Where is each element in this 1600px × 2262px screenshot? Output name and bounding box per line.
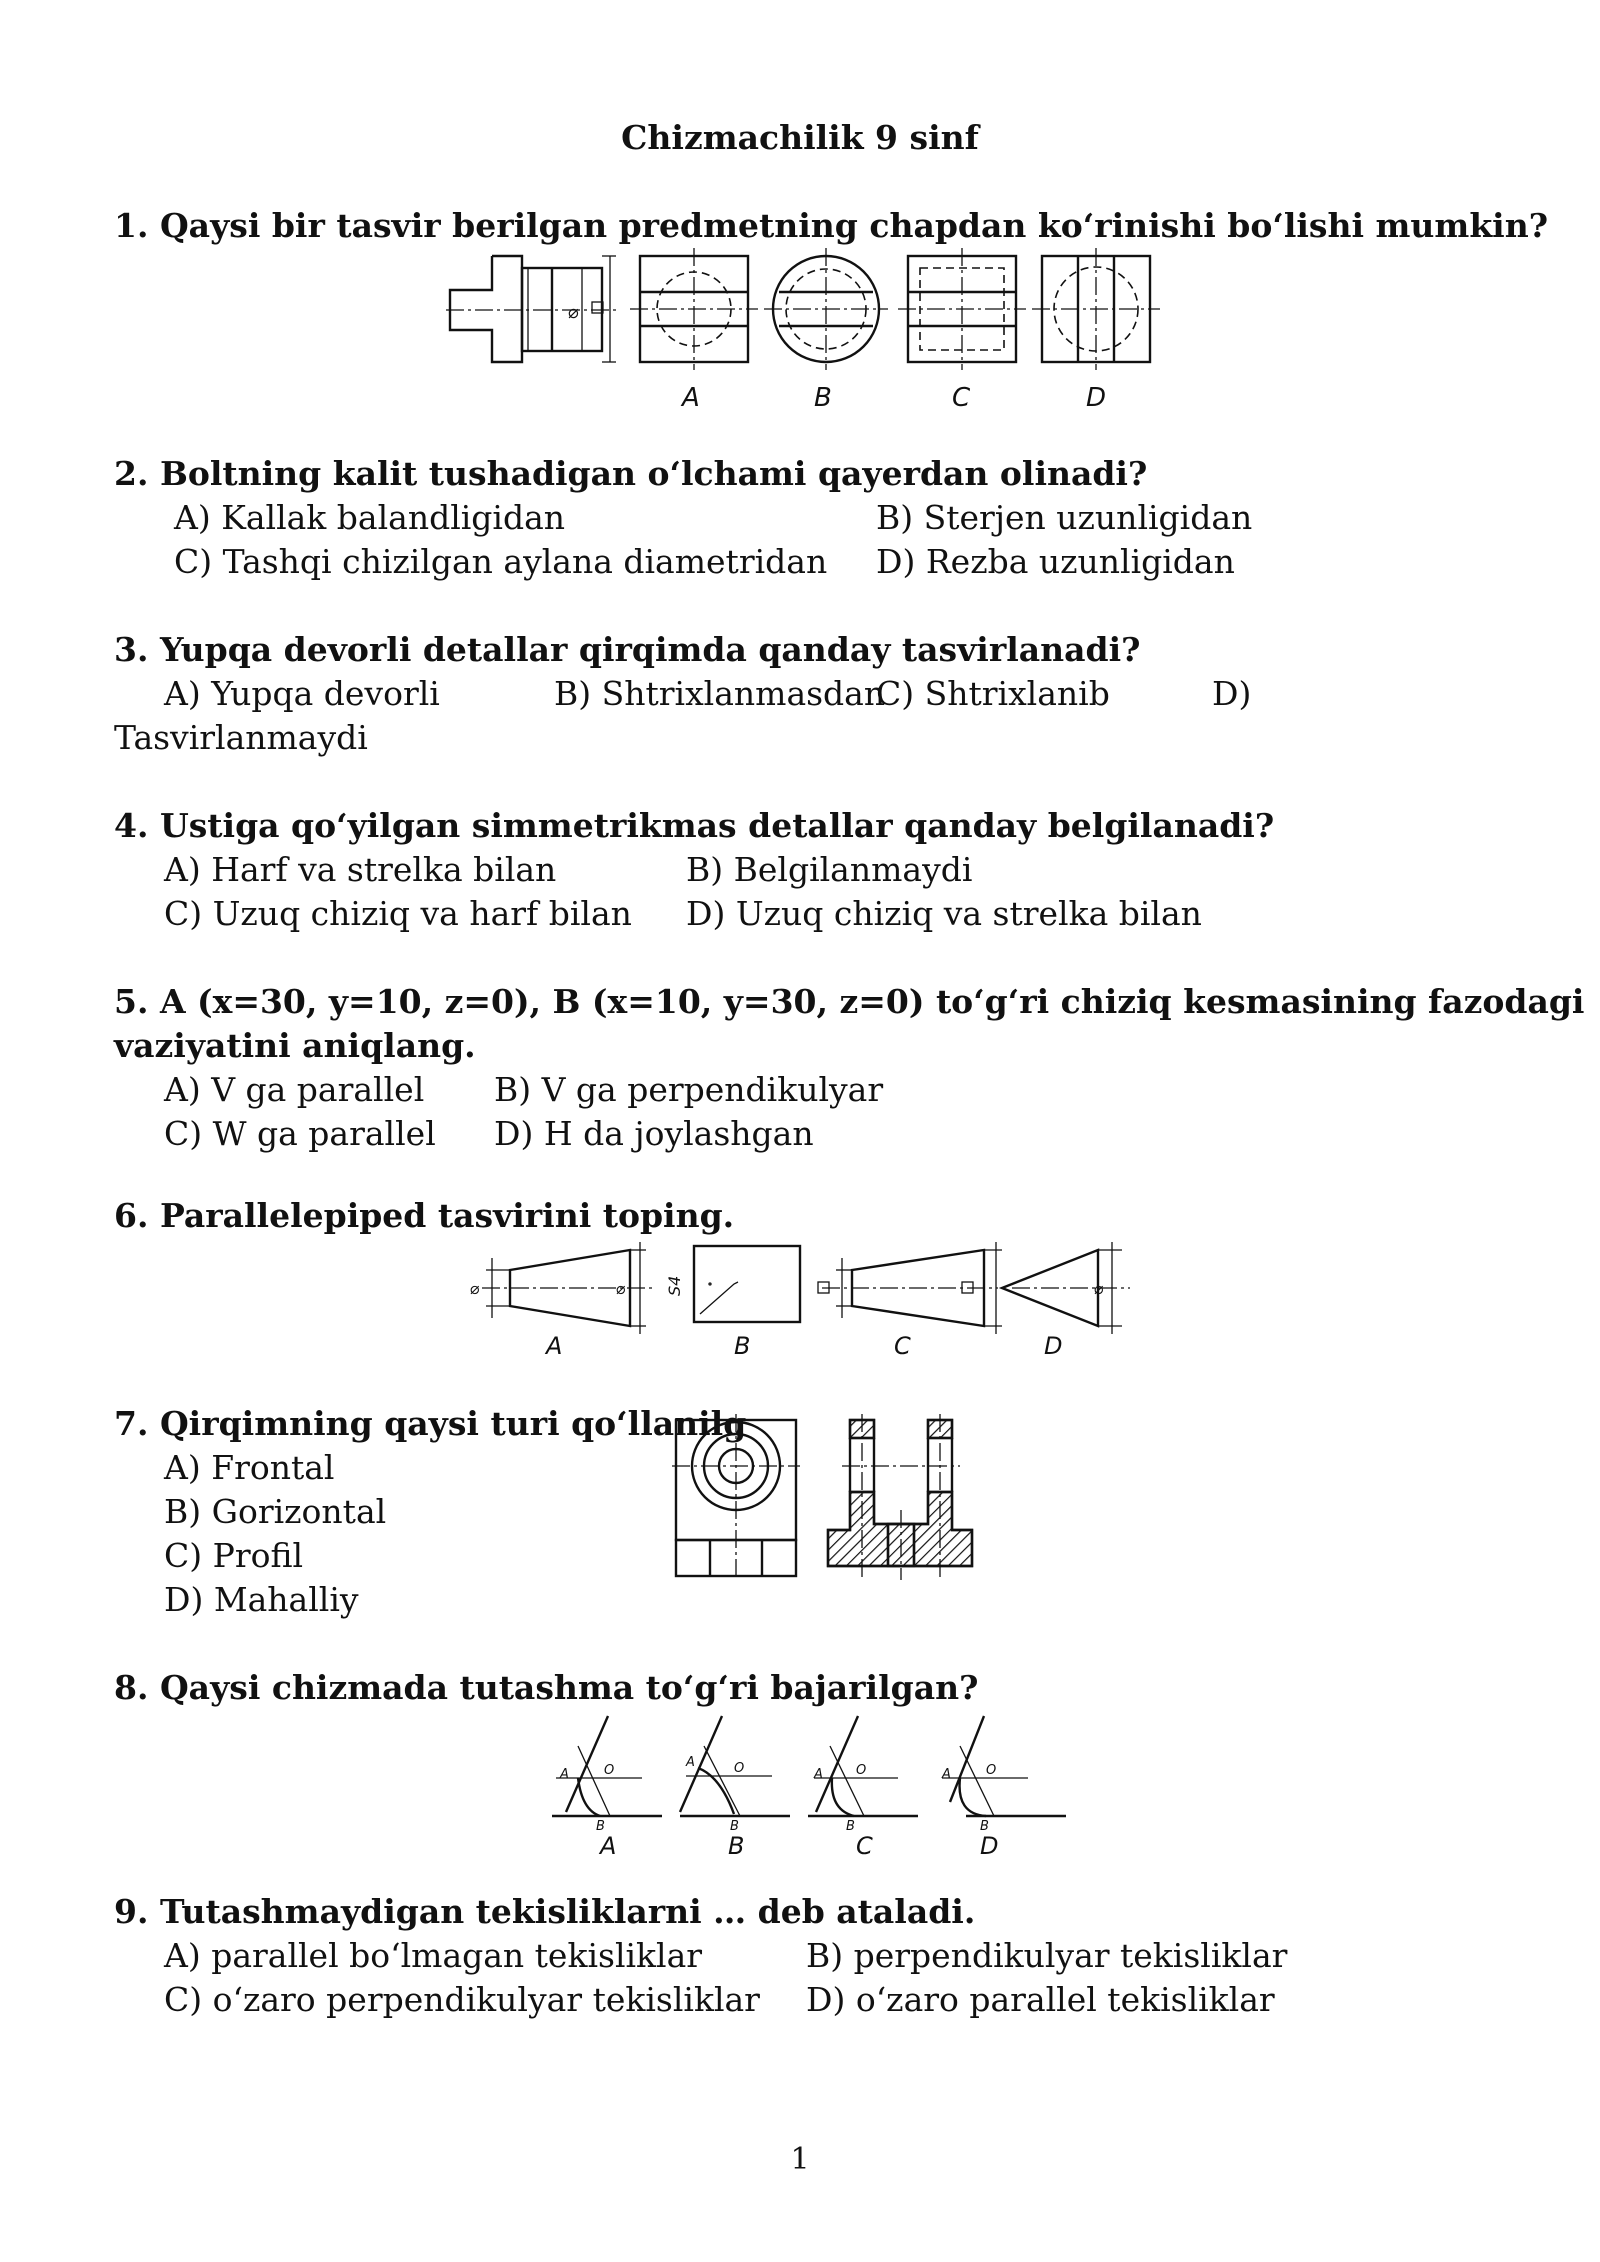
q4-option-b[interactable]: B) Belgilanmaydi — [686, 850, 973, 889]
q8-d-point-b: B — [980, 1819, 989, 1834]
q8-c-point-o: O — [856, 1763, 867, 1778]
q1-option-b — [764, 248, 888, 413]
q8-d-point-a: A — [942, 1767, 951, 1782]
q8-c-point-a: A — [814, 1767, 823, 1782]
question-6: 6. Parallelepiped tasvirini toping. — [114, 1196, 735, 1235]
q8-b-point-o: O — [734, 1761, 745, 1776]
q1-front-view — [446, 256, 618, 362]
q1-figure — [446, 248, 1166, 418]
question-4: 4. Ustiga qo‘yilgan simmetrikmas detallar qanday belgilanadi? — [114, 806, 1275, 845]
question-8: 8. Qaysi chizmada tutashma to‘g‘ri bajarilgan? — [114, 1668, 979, 1707]
q1-option-a — [630, 248, 758, 413]
q4-option-c[interactable]: C) Uzuq chiziq va harf bilan — [164, 894, 632, 933]
q6-option-b — [665, 1246, 800, 1360]
q2-option-a[interactable]: A) Kallak balandligidan — [174, 498, 566, 537]
q7-view-right — [828, 1414, 972, 1580]
q6-b-thickness: S4 — [665, 1275, 684, 1296]
q8-label-b: B — [728, 1832, 745, 1860]
q1-label-b: B — [814, 383, 832, 413]
q7-option-b[interactable]: B) Gorizontal — [164, 1492, 387, 1531]
q1-option-d — [1032, 248, 1160, 413]
q6-a-diam-left: ⌀ — [470, 1279, 480, 1298]
q7-option-d[interactable]: D) Mahalliy — [164, 1580, 359, 1619]
question-7: 7. Qirqimning qaysi turi qo‘llanilg — [114, 1404, 747, 1443]
q9-option-d[interactable]: D) o‘zaro parallel tekisliklar — [806, 1980, 1275, 2019]
q6-option-d — [1002, 1242, 1130, 1360]
q4-option-d[interactable]: D) Uzuq chiziq va strelka bilan — [686, 894, 1202, 933]
q8-a-point-b: B — [596, 1819, 605, 1834]
q1-label-d: D — [1086, 383, 1107, 413]
question-3: 3. Yupqa devorli detallar qirqimda qanday tasvirlanadi? — [114, 630, 1141, 669]
q6-figure — [462, 1238, 1142, 1368]
q6-option-c — [818, 1242, 1002, 1360]
q6-label-c: C — [894, 1332, 911, 1360]
page-title: Chizmachilik 9 sinf — [621, 118, 979, 157]
question-5-line-2: vaziyatini aniqlang. — [114, 1026, 476, 1065]
q8-option-b — [680, 1716, 790, 1860]
q8-option-a — [552, 1716, 662, 1860]
q6-d-diam: ⌀ — [1094, 1279, 1104, 1298]
q5-option-b[interactable]: B) V ga perpendikulyar — [494, 1070, 884, 1109]
q3-option-c[interactable]: C) Shtrixlanib — [876, 674, 1110, 713]
q8-b-point-b: B — [730, 1819, 739, 1834]
q2-option-c[interactable]: C) Tashqi chizilgan aylana diametridan — [174, 542, 828, 581]
q6-a-diam-right: ⌀ — [616, 1279, 626, 1298]
q8-label-d: D — [980, 1832, 999, 1860]
question-5: 5. A (x=30, y=10, z=0), B (x=10, y=30, z=0) to‘g‘ri chiziq kesmasining fazodagi — [114, 982, 1585, 1021]
q1-option-c — [898, 248, 1026, 413]
q4-option-a[interactable]: A) Harf va strelka bilan — [164, 850, 557, 889]
q3-option-b[interactable]: B) Shtrixlanmasdan — [554, 674, 886, 713]
question-9: 9. Tutashmaydigan tekisliklarni … deb ataladi. — [114, 1892, 976, 1931]
q1-label-a: A — [682, 383, 700, 413]
question-2: 2. Boltning kalit tushadigan o‘lchami qayerdan olinadi? — [114, 454, 1148, 493]
q3-option-d-continued: Tasvirlanmaydi — [114, 718, 368, 757]
q9-option-a[interactable]: A) parallel bo‘lmagan tekisliklar — [164, 1936, 703, 1975]
q8-label-c: C — [856, 1832, 873, 1860]
q3-option-d[interactable]: D) — [1212, 674, 1252, 713]
q2-option-b[interactable]: B) Sterjen uzunligidan — [876, 498, 1253, 537]
diameter-symbol: ⌀ — [568, 302, 579, 323]
q7-option-a[interactable]: A) Frontal — [164, 1448, 335, 1487]
q3-option-a[interactable]: A) Yupqa devorli — [164, 674, 440, 713]
q2-option-d[interactable]: D) Rezba uzunligidan — [876, 542, 1235, 581]
q8-label-a: A — [600, 1832, 617, 1860]
q5-option-a[interactable]: A) V ga parallel — [164, 1070, 425, 1109]
q8-figure — [552, 1706, 1072, 1866]
q9-option-c[interactable]: C) o‘zaro perpendikulyar tekisliklar — [164, 1980, 760, 2019]
q8-a-point-o: O — [604, 1763, 615, 1778]
q8-c-point-b: B — [846, 1819, 855, 1834]
q5-option-c[interactable]: C) W ga parallel — [164, 1114, 436, 1153]
q6-label-d: D — [1044, 1332, 1063, 1360]
q8-b-point-a: A — [686, 1755, 695, 1770]
q7-option-c[interactable]: C) Profil — [164, 1536, 304, 1575]
q8-d-point-o: O — [986, 1763, 997, 1778]
q1-label-c: C — [952, 383, 971, 413]
q8-a-point-a: A — [560, 1767, 569, 1782]
q8-option-c — [808, 1716, 918, 1860]
page-number: 1 — [790, 2142, 810, 2177]
q6-label-a: A — [546, 1332, 563, 1360]
q5-option-d[interactable]: D) H da joylashgan — [494, 1114, 814, 1153]
q6-label-b: B — [734, 1332, 751, 1360]
q7-view-left — [672, 1414, 800, 1580]
q9-option-b[interactable]: B) perpendikulyar tekisliklar — [806, 1936, 1288, 1975]
q8-option-d — [941, 1716, 1066, 1860]
question-1: 1. Qaysi bir tasvir berilgan predmetning chapdan ko‘rinishi bo‘lishi mumkin? — [114, 206, 1549, 245]
q6-option-a — [470, 1242, 652, 1360]
q7-figure — [672, 1400, 992, 1600]
